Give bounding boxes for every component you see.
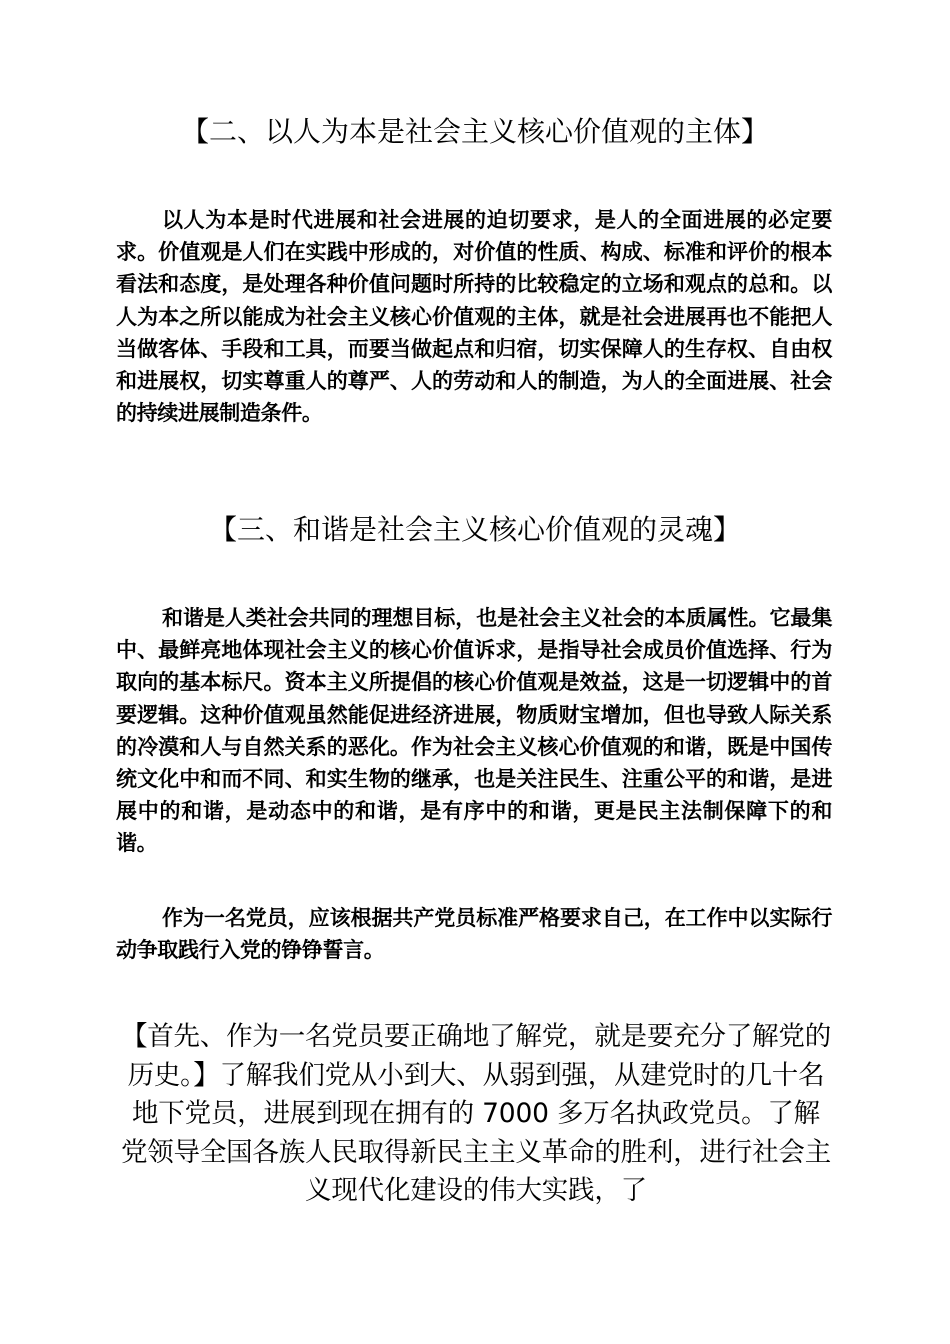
section-two-heading: 【二、以人为本是社会主义核心价值观的主体】 xyxy=(180,115,769,148)
closing-paragraph: 作为一名党员，应该根据共产党员标准严格要求自己，在工作中以实际行动争取践行入党的铮铮誓言。 xyxy=(116,906,832,963)
first-point-paragraph: 【首先、作为一名党员要正确地了解党，就是要充分了解党的历史。】了解我们党从小到大、从弱到强，从建党时的几十名地下党员，进展到现在拥有的 7000 多万名执政党员。了解党领导全国各族人民取得新民主主义革命的胜利，进行社会主义现代化建设的伟大实践，了 xyxy=(120,1021,832,1207)
section-two-paragraph: 以人为本是时代进展和社会进展的迫切要求，是人的全面进展的必定要求。价值观是人们在实践中形成的，对价值的性质、构成、标准和评价的根本看法和态度，是处理各种价值问题时所持的比较稳定的立场和观点的总和。以人为本之所以能成为社会主义核心价值观的主体，就是社会进展再也不能把人当做客体、手段和工具，而要当做起点和归宿，切实保障人的生存权、自由权和进展权，切实尊重人的尊严、人的劳动和人的制造，为人的全面进展、社会的持续进展制造条件。 xyxy=(116,208,832,426)
section-three-heading: 【三、和谐是社会主义核心价值观的灵魂】 xyxy=(208,513,741,546)
section-three-paragraph: 和谐是人类社会共同的理想目标，也是社会主义社会的本质属性。它最集中、最鲜亮地体现社会主义的核心价值诉求，是指导社会成员价值选择、行为取向的基本标尺。资本主义所提倡的核心价值观是效益，这是一切逻辑中的首要逻辑。这种价值观虽然能促进经济进展，物质财宝增加，但也导致人际关系的冷漠和人与自然关系的恶化。作为社会主义核心价值观的和谐，既是中国传统文化中和而不同、和实生物的继承，也是关注民生、注重公平的和谐，是进展中的和谐，是动态中的和谐，是有序中的和谐，更是民主法制保障下的和谐。 xyxy=(116,606,832,856)
